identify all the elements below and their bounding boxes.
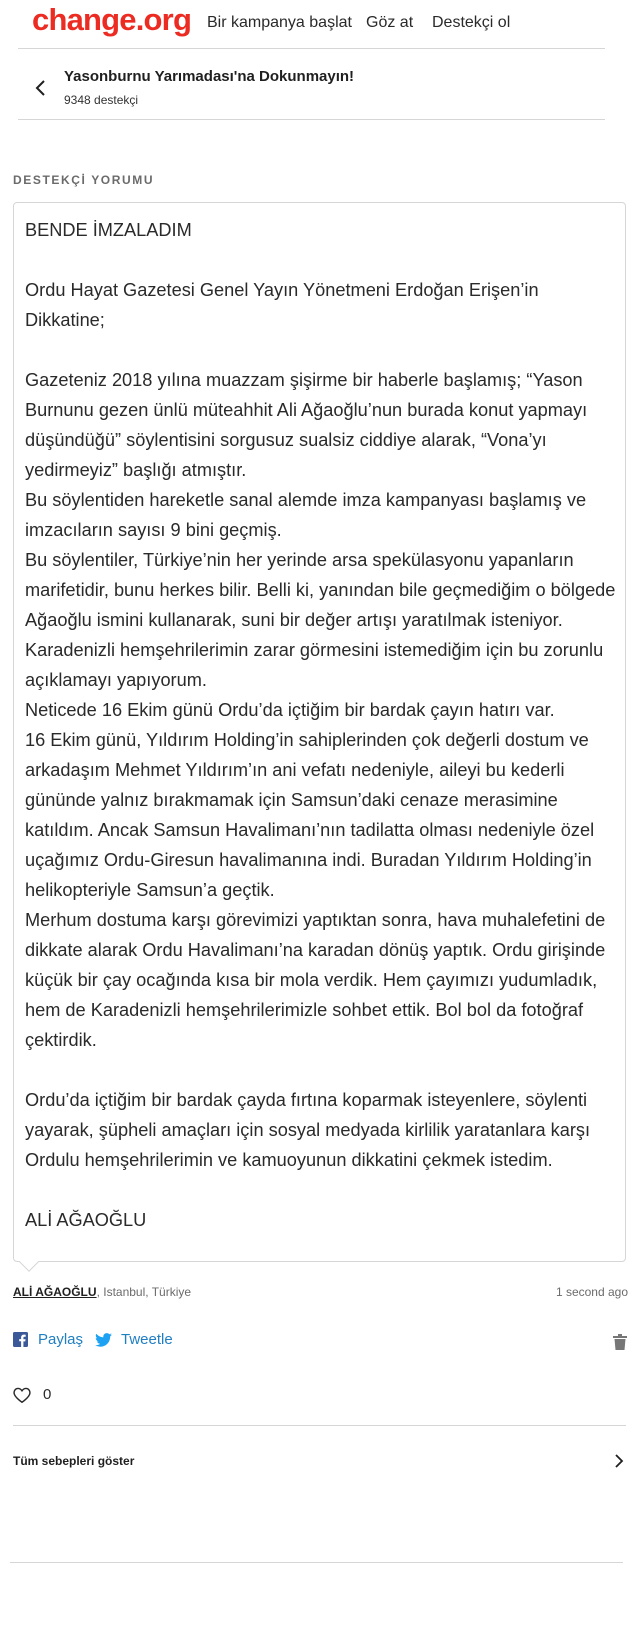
share-facebook-button[interactable] bbox=[13, 1331, 83, 1348]
top-navigation bbox=[0, 0, 638, 50]
chevron-right-icon bbox=[612, 1452, 626, 1470]
comment-timestamp: 1 second ago bbox=[555, 1285, 628, 1299]
supporter-count: 9348 destekçi bbox=[64, 93, 139, 107]
facebook-icon bbox=[13, 1332, 28, 1347]
divider bbox=[18, 48, 605, 49]
share-twitter-button[interactable] bbox=[95, 1331, 173, 1348]
petition-title[interactable]: Yasonburnu Yarımadası'na Dokunmayın! bbox=[64, 68, 355, 85]
divider bbox=[10, 1562, 623, 1563]
author-location: , Istanbul, Türkiye bbox=[96, 1285, 192, 1299]
nav-become-supporter[interactable]: Destekçi ol bbox=[432, 14, 511, 31]
trash-icon bbox=[613, 1334, 627, 1350]
comment-meta bbox=[13, 1285, 191, 1299]
like-count: 0 bbox=[43, 1386, 52, 1403]
divider bbox=[18, 119, 605, 120]
divider bbox=[13, 1425, 626, 1426]
share-facebook-label: Paylaş bbox=[38, 1331, 84, 1348]
heart-icon bbox=[13, 1387, 31, 1403]
twitter-icon bbox=[95, 1333, 112, 1347]
share-twitter-label: Tweetle bbox=[121, 1331, 173, 1348]
author-link[interactable]: ALİ AĞAOĞLU bbox=[13, 1285, 97, 1299]
delete-button[interactable] bbox=[613, 1334, 629, 1352]
change-org-logo[interactable]: change.org bbox=[32, 2, 192, 37]
show-all-reasons-button[interactable] bbox=[612, 1452, 626, 1470]
section-label: DESTEKÇİ YORUMU bbox=[13, 173, 155, 187]
like-button[interactable] bbox=[13, 1386, 51, 1403]
comment-bubble bbox=[13, 202, 626, 1262]
nav-start-campaign[interactable]: Bir kampanya başlat bbox=[207, 14, 352, 31]
show-all-reasons-link[interactable]: Tüm sebepleri göster bbox=[13, 1454, 135, 1468]
chevron-left-icon bbox=[32, 78, 52, 98]
comment-body: BENDE İMZALADIM Ordu Hayat Gazetesi Genel Yayın Yönetmeni Erdoğan Erişen’in Dikkatine; Gazeteniz 2018 yılına muazzam şişirme bir haberle başlamış; “Yason Burnunu gezen ünlü müteahhit Ali Ağaoğlu’nun burada konut yapmayı düşündüğü” söylentisini sorgusuz sualsiz ciddiye alarak, “Vona’yı yedirmeyiz” başlığı atmıştır. Bu söylentiden hareketle sanal alemde imza kampanyası başlamış ve imzacıların sayısı 9 bini geçmiş. Bu söylentiler, Türkiye’nin her yerinde arsa spekülasyonu yapanların marifetidir, bunu herkes bilir. Belli ki, yanından bile geçmediğim o bölgede Ağaoğlu ismini kullanarak, suni bir değer artışı yaratılmak isteniyor. Karadenizli hemşehrilerimin zarar görmesini istemediğim için bu zorunlu açıklamayı yapıyorum. Neticede 16 Ekim günü Ordu’da içtiğim bir bardak çayın hatırı var. 16 Ekim günü, Yıldırım Holding’in sahiplerinden çok değerli dostum ve arkadaşım Mehmet Yıldırım’ın ani vefatı nedeniyle, aileyi bu kederli gününde yalnız bırakmamak için Samsun’daki cenaze merasimine katıldım. Ancak Samsun Havalimanı’nın tadilatta olması nedeniyle özel uçağımız Ordu-Giresun havalimanına indi. Buradan Yıldırım Holding’in helikopteriyle Samsun’a geçtik. Merhum dostuma karşı görevimizi yaptıktan sonra, hava muhalefetini de dikkate alarak Ordu Havalimanı’na karadan dönüş yaptık. Ordu girişinde küçük bir çay ocağında kısa bir mola verdik. Hem çayımızı yudumladık, hem de Karadenizli hemşehrilerimizle sohbet ettik. Bol bol da fotoğraf çektirdik. Ordu’da içtiğim bir bardak çayda fırtına koparmak isteyenlere, söylenti yayarak, şüpheli amaçları için sosyal medyada kirlilik yaratanlara karşı Ordulu hemşehrilerimin ve kamuoyunun dikkatini çekmek istedim. ALİ AĞAOĞLU bbox=[25, 220, 616, 1230]
back-button[interactable] bbox=[32, 78, 52, 98]
nav-browse[interactable]: Göz at bbox=[366, 14, 414, 31]
